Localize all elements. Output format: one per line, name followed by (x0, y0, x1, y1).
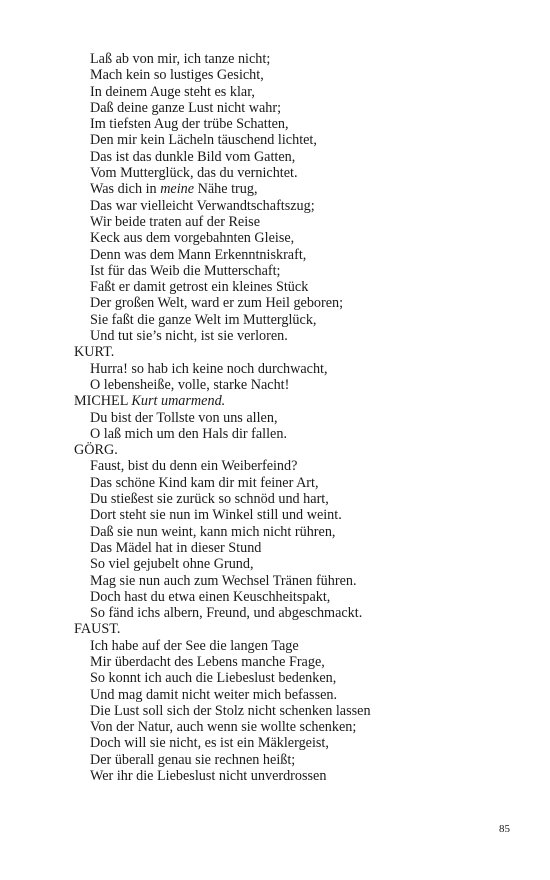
verse-line: So viel gejubelt ohne Grund, (90, 556, 254, 573)
verse-line: Das schöne Kind kam dir mit feiner Art, (90, 474, 319, 491)
verse-line: Mir überdacht des Lebens manche Frage, (90, 653, 325, 670)
speaker-line (74, 442, 514, 458)
verse-line: Keck aus dem vorgebahnten Gleise, (90, 230, 295, 247)
speaker-name: FAUST. (74, 621, 121, 638)
verse-line: Der überall genau sie rechnen heißt; (90, 751, 296, 768)
speaker-name: GÖRG. (74, 442, 118, 459)
verse-line: Der großen Welt, ward er zum Heil geboren; (90, 295, 344, 312)
emphasis-text: meine (160, 181, 195, 198)
verse-line: Und mag damit nicht weiter mich befassen. (90, 686, 338, 703)
verse-line: Doch will sie nicht, es ist ein Mäklergeist, (90, 735, 329, 752)
speaker-name: MICHEL (74, 393, 128, 410)
verse-line: So konnt ich auch die Liebeslust bedenken, (90, 670, 337, 687)
verse-line: Sie faßt die ganze Welt im Mutterglück, (90, 311, 317, 328)
verse-line: Das Mädel hat in dieser Stund (90, 539, 262, 556)
verse-line: Wer ihr die Liebeslust nicht unverdrossen (90, 768, 327, 785)
verse-line: Dort steht sie nun im Winkel still und weint. (90, 507, 342, 524)
verse-line: Mach kein so lustiges Gesicht, (90, 67, 264, 84)
verse-fragment: Nähe trug, (194, 181, 258, 198)
speaker-line (74, 621, 514, 637)
speaker-line (74, 344, 514, 360)
verse-line: So fänd ichs albern, Freund, und abgeschmackt. (90, 605, 363, 622)
verse-line: Von der Natur, auch wenn sie wollte schenken; (90, 719, 357, 736)
verse-line: Das ist das dunkle Bild vom Gatten, (90, 148, 296, 165)
verse-line: Du stießest sie zurück so schnöd und hart, (90, 491, 329, 508)
stage-direction: Kurt umarmend. (131, 393, 226, 410)
verse-line: Ich habe auf der See die langen Tage (90, 637, 299, 654)
verse-line: Ist für das Weib die Mutterschaft; (90, 262, 281, 279)
speaker-name: KURT. (74, 344, 115, 361)
verse-fragment: Was dich in (90, 181, 161, 198)
verse-line: Faust, bist du denn ein Weiberfeind? (90, 458, 298, 475)
verse-line: Wir beide traten auf der Reise (90, 213, 260, 230)
verse-line: Im tiefsten Aug der trübe Schatten, (90, 116, 289, 133)
verse-line: Denn was dem Mann Erkenntniskraft, (90, 246, 307, 263)
verse-line: Hurra! so hab ich keine noch durchwacht, (90, 360, 328, 377)
verse-line: Und tut sie’s nicht, ist sie verloren. (90, 328, 288, 345)
page-text (74, 51, 514, 784)
verse-line (74, 181, 514, 197)
verse-line: Daß sie nun weint, kann mich nicht rühren, (90, 523, 336, 540)
verse-line: O laß mich um den Hals dir fallen. (90, 425, 287, 442)
verse-line: Laß ab von mir, ich tanze nicht; (90, 51, 271, 67)
verse-line: Mag sie nun auch zum Wechsel Tränen führen. (90, 572, 357, 589)
speaker-line (74, 393, 514, 409)
verse-line: Die Lust soll sich der Stolz nicht schenken lassen (90, 702, 371, 719)
verse-line: Daß deine ganze Lust nicht wahr; (90, 99, 282, 116)
verse-line: Faßt er damit getrost ein kleines Stück (90, 279, 309, 296)
verse-line: Doch hast du etwa einen Keuschheitspakt, (90, 588, 331, 605)
verse-line: Du bist der Tollste von uns allen, (90, 409, 278, 426)
verse-line: Das war vielleicht Verwandtschaftszug; (90, 197, 315, 214)
verse-line: O lebensheiße, volle, starke Nacht! (90, 376, 290, 393)
verse-line: In deinem Auge steht es klar, (90, 83, 255, 100)
verse-line: Vom Mutterglück, das du vernichtet. (90, 165, 298, 182)
page-number: 85 (499, 823, 510, 835)
verse-line: Den mir kein Lächeln täuschend lichtet, (90, 132, 317, 149)
